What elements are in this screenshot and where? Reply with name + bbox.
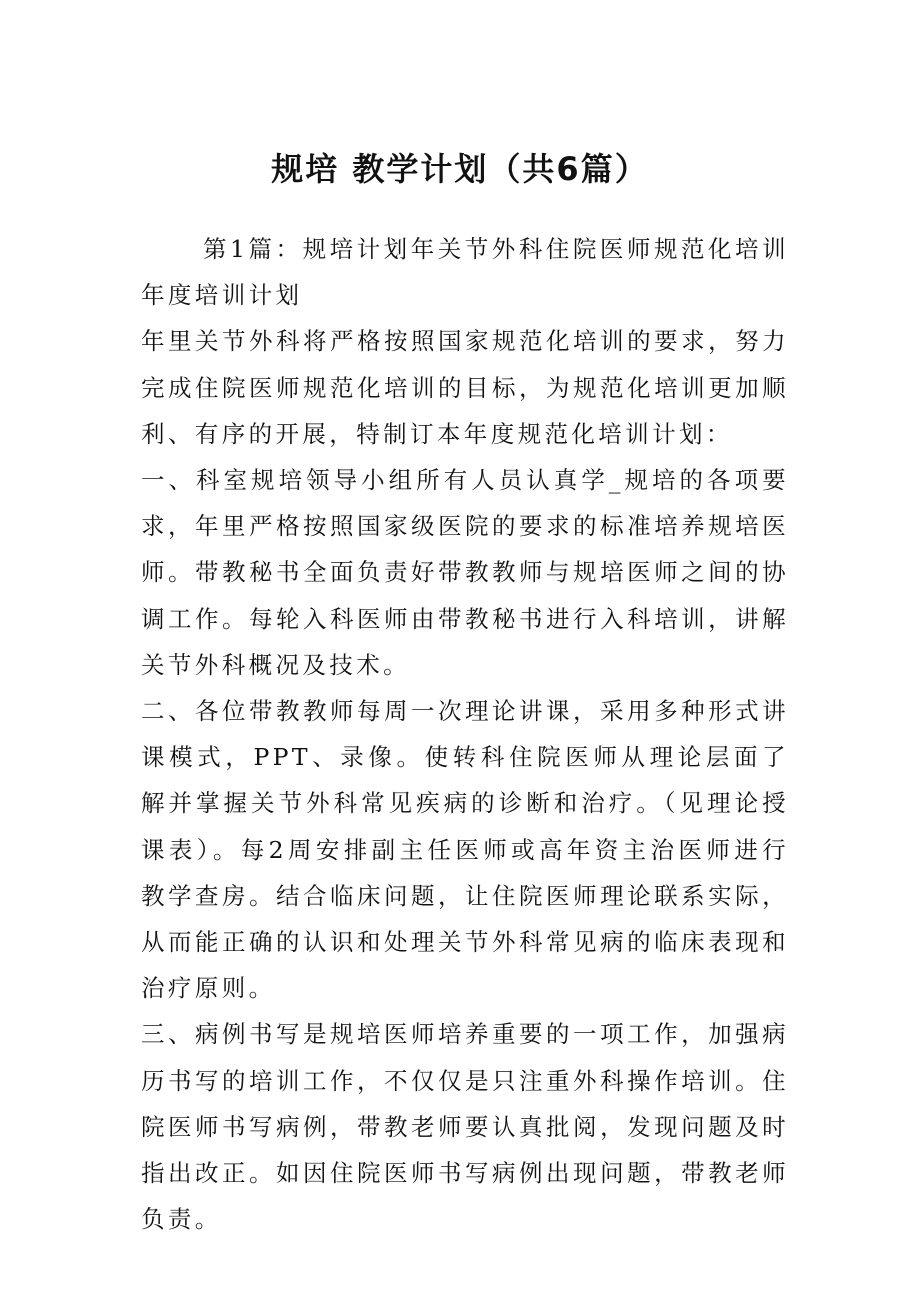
paragraph-item-3: 三、病例书写是规培医师培养重要的一项工作，加强病历书写的培训工作，不仅仅是只注重外科操作培训。住院医师书写病例，带教老师要认真批阅，发现问题及时指出改正。如因住院医师书写病例出现问题，带教老师负责。 bbox=[141, 1020, 789, 1234]
document-body bbox=[141, 226, 789, 1242]
paragraph-item-2: 二、各位带教教师每周一次理论讲课，采用多种形式讲课模式，PPT、录像。使转科住院医师从理论层面了解并掌握关节外科常见疾病的诊断和治疗。（见理论授课表）。每2周安排副主任医师或高年资主治医师进行教学查房。结合临床问题，让住院医师理论联系实际，从而能正确的认识和处理关节外科常见病的临床表现和治疗原则。 bbox=[141, 697, 789, 1003]
section-heading: 第1篇：规培计划年关节外科住院医师规范化培训年度培训计划 bbox=[141, 235, 789, 310]
paragraph-intro: 年里关节外科将严格按照国家规范化培训的要求，努力完成住院医师规范化培训的目标，为规范化培训更加顺利、有序的开展，特制订本年度规范化培训计划： bbox=[141, 327, 789, 448]
paragraph-item-1: 一、科室规培领导小组所有人员认真学_规培的各项要求，年里严格按照国家级医院的要求的标准培养规培医师。带教秘书全面负责好带教教师与规培医师之间的协调工作。每轮入科医师由带教秘书进行入科培训，讲解关节外科概况及技术。 bbox=[141, 466, 789, 679]
document-title: 规培 教学计划（共6篇） bbox=[271, 150, 649, 188]
